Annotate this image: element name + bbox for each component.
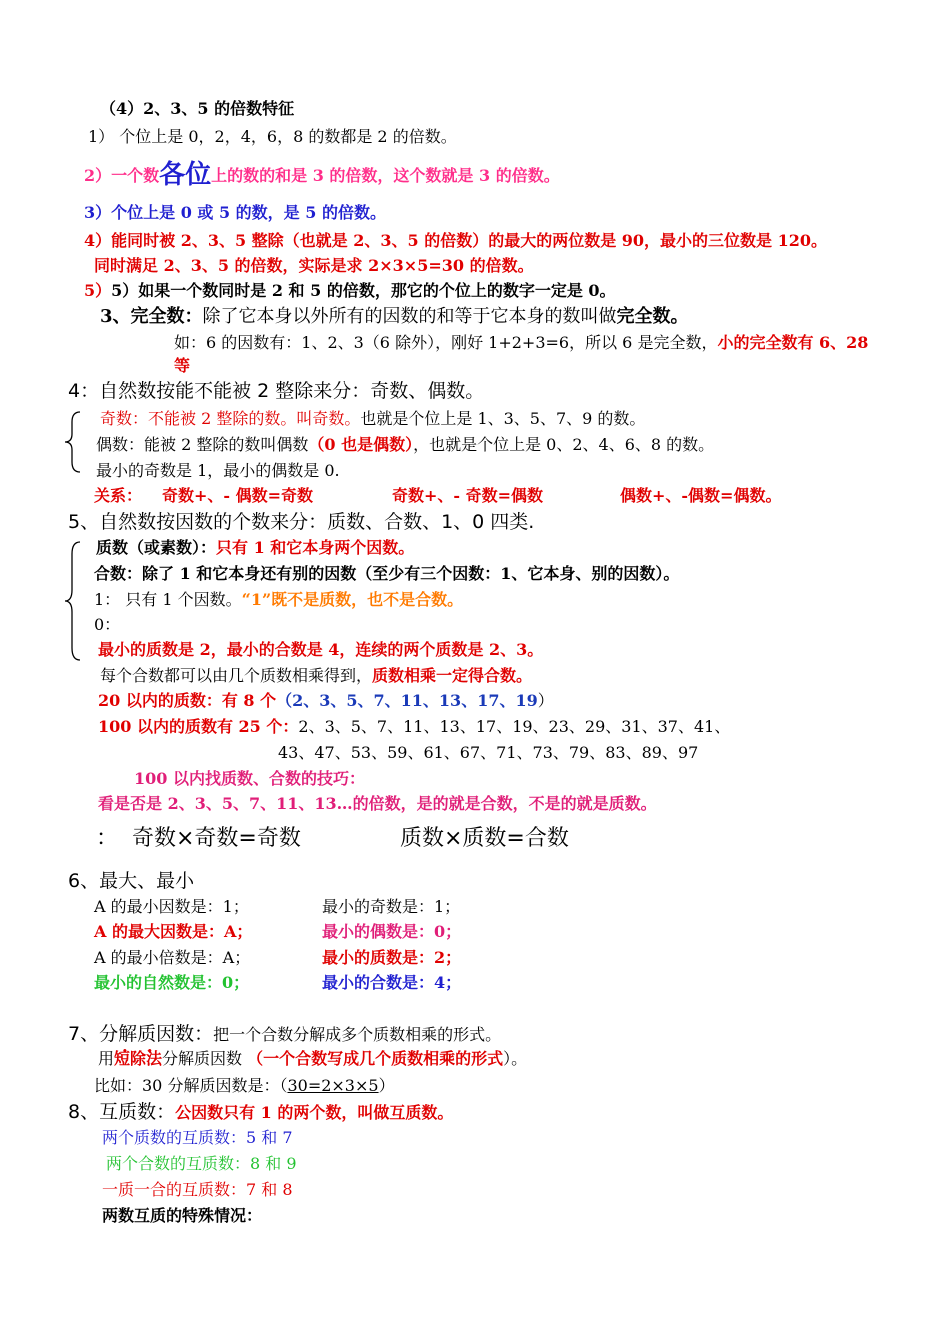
s4-line1: 1） 个位上是 0，2，4，6，8 的数都是 2 的倍数。 [88,127,457,146]
prime-def: 质数（或素数）：只有 1 和它本身两个因数。 [96,538,415,557]
sec4-title: 4：自然数按能不能被 2 整除来分：奇数、偶数。 [68,380,485,402]
short-division-term: 短除法 • • [114,1049,162,1068]
even-line: 偶数：能被 2 整除的数叫偶数（0 也是偶数），也就是个位上是 0、2、4、6、8 的数。 [96,435,715,454]
perfect-example-cont: 等 [174,356,191,375]
min-even: 最小的偶数是：0； [322,922,462,941]
product-colon: ： [96,826,119,851]
perfect-line: 3、完全数：除了它本身以外所有的因数的和等于它本身的数叫做完全数。 [100,306,689,327]
primes-under-100-cont: 43、47、53、59、61、67、71、73、79、83、89、97 [278,743,699,762]
sec6-title: 6、最大、最小 [68,870,195,892]
coprime-two-primes: 两个质数的互质数：5 和 7 [102,1128,293,1147]
max-factor-a: A 的最大因数是：A； [94,922,253,941]
min-prime: 最小的质数是：2； [322,948,462,967]
short-division-line: 用短除法 • •分解质因数 （一个合数写成几个质数相乘的形式）。 [98,1048,527,1070]
primes-under-100: 100 以内的质数有 25 个：2、3、5、7、11、13、17、19、23、29、31、37、41、 [98,717,731,736]
tips-title: 100 以内找质数、合数的技巧： [134,769,365,788]
s4-title: （4）2、3、5 的倍数特征 [100,99,295,118]
sec7-title: 7、分解质因数：把一个合数分解成多个质数相乘的形式。 [68,1023,502,1045]
composite-def: 合数：除了 1 和它本身还有别的因数（至少有三个因数：1、它本身、别的因数）。 [94,564,680,583]
primes-under-20: 20 以内的质数：有 8 个（2、3、5、7、11、13、17、19） [98,691,554,710]
tips-body: 看是否是 2、3、5、7、11、13…的倍数，是的就是合数，不是的就是质数。 [98,794,657,813]
min-odd: 最小的奇数是：1； [322,897,461,916]
s4-line5: 5）5）如果一个数同时是 2 和 5 的倍数，那它的个位上的数字一定是 0。 [84,281,616,300]
zero-line: 0： [94,615,121,634]
one-line: 1： 只有 1 个因数。“1”既不是质数，也不是合数。 [94,590,464,609]
sec5-title: 5、自然数按因数的个数来分：质数、合数、1、0 四类. [68,511,535,533]
relation-1: 奇数+、- 偶数=奇数 [162,486,314,505]
min-natural: 最小的自然数是：0； [94,973,250,992]
brace-icon [62,410,84,474]
coprime-prime-composite: 一质一合的互质数：7 和 8 [102,1180,293,1199]
sec8-title: 8、互质数：公因数只有 1 的两个数，叫做互质数。 [68,1101,454,1123]
odd-line: 奇数：不能被 2 整除的数。叫奇数。也就是个位上是 1、3、5、7、9 的数。 [100,409,646,428]
min-odd-even: 最小的奇数是 1，最小的偶数是 0. [96,461,340,480]
factorization-example: 比如：30 分解质因数是：（30=2×3×5） [94,1076,395,1095]
coprime-special-cases: 两数互质的特殊情况： [102,1206,263,1225]
composite-multiply: 每个合数都可以由几个质数相乘得到，质数相乘一定得合数。 [100,666,533,685]
perfect-example: 如：6 的因数有：1、2、3（6 除外），刚好 1+2+3=6，所以 6 是完全数，小的完全数有 6、28 [174,333,869,352]
s4-line4: 4）能同时被 2、3、5 整除（也就是 2、3、5 的倍数）的最大的两位数是 90，最小的三位数是 120。 [84,231,828,250]
s4-line3: 3）个位上是 0 或 5 的数，是 5 的倍数。 [84,203,386,222]
brace-icon [62,540,84,662]
min-factor-a: A 的最小因数是：1； [94,897,249,916]
min-multiple-a: A 的最小倍数是：A； [94,948,251,967]
product-rule-odd: 奇数×奇数=奇数 [132,826,301,851]
s4-line2: 2）一个数各位上的数的和是 3 的倍数，这个数就是 3 的倍数。 [84,160,560,190]
relation-3: 偶数+、-偶数=偶数。 [620,486,782,505]
relation-2: 奇数+、- 奇数=偶数 [392,486,544,505]
coprime-two-composites: 两个合数的互质数：8 和 9 [106,1154,297,1173]
min-prime-composite: 最小的质数是 2，最小的合数是 4，连续的两个质数是 2、3。 [98,640,544,659]
relation-label: 关系： [94,486,143,505]
min-composite: 最小的合数是：4； [322,973,462,992]
s4-line5-text: 5）如果一个数同时是 2 和 5 的倍数，那它的个位上的数字一定是 0。 [111,281,616,300]
product-rule-prime: 质数×质数=合数 [400,826,569,851]
s4-line4b: 同时满足 2、3、5 的倍数，实际是求 2×3×5=30 的倍数。 [94,256,534,275]
s4-line2-emphasis: 各位 [159,160,212,190]
